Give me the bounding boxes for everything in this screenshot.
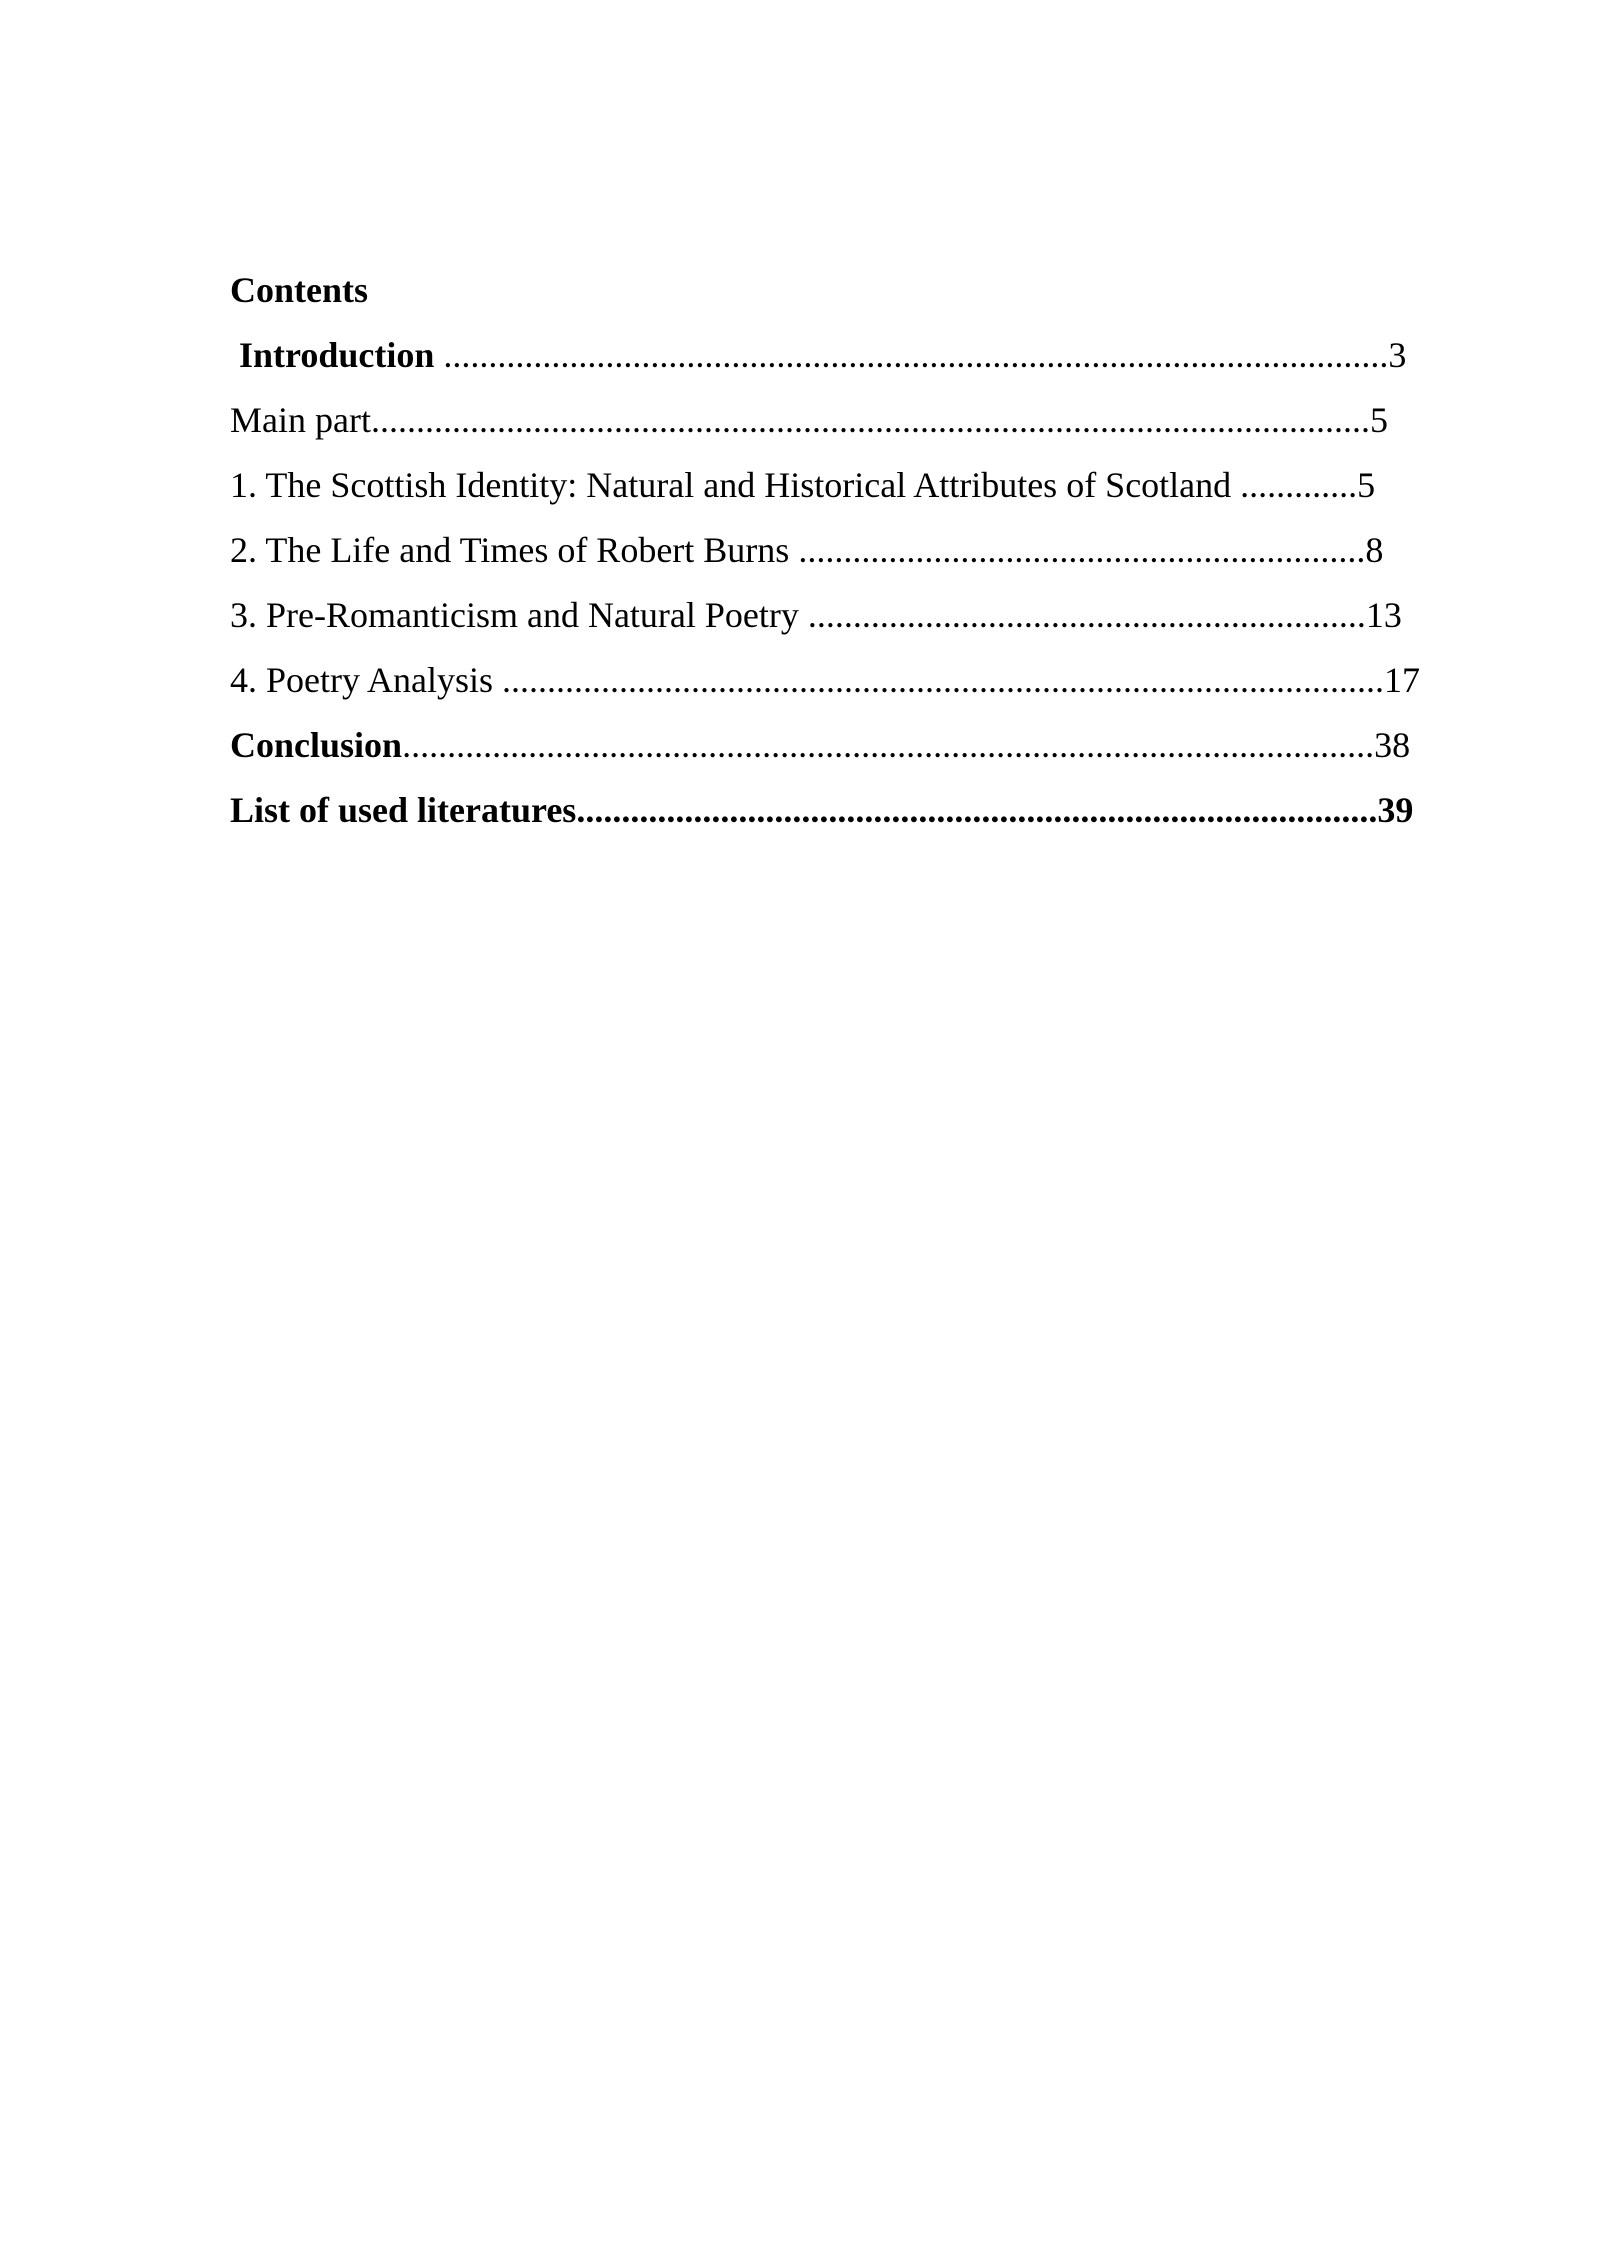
toc-leader-dots: ...............................................................	[789, 530, 1366, 570]
toc-entry-section-1[interactable]	[230, 453, 1470, 518]
toc-entry-main-part[interactable]	[230, 388, 1470, 453]
toc-leader-dots: .............	[1231, 465, 1358, 505]
toc-entry-label: 3. Pre-Romanticism and Natural Poetry	[230, 595, 799, 635]
toc-entry-section-3[interactable]	[230, 583, 1470, 648]
toc-entry-introduction[interactable]	[230, 323, 1470, 388]
toc-page-number: 3	[1388, 335, 1407, 375]
toc-entry-label: 4. Poetry Analysis	[230, 660, 494, 700]
toc-entry-label: 1. The Scottish Identity: Natural and Historical Attributes of Scotland	[230, 465, 1232, 505]
toc-leader-dots: ..................................................................................................	[493, 660, 1385, 700]
toc-leader-dots: ............................................................................................................	[402, 725, 1375, 765]
toc-entry-label: List of used literatures	[230, 790, 577, 830]
toc-page-number: 39	[1377, 790, 1414, 830]
toc-entry-section-4[interactable]	[230, 648, 1470, 713]
toc-page-number: 8	[1365, 530, 1384, 570]
toc-leader-dots: .........................................................................................	[576, 790, 1378, 830]
toc-entry-section-2[interactable]	[230, 518, 1470, 583]
toc-entry-label: Conclusion	[230, 725, 403, 765]
toc-page-number: 38	[1374, 725, 1411, 765]
toc-page-number: 17	[1384, 660, 1421, 700]
toc-page-number: 5	[1369, 400, 1388, 440]
toc-leader-dots: ..............................................................	[798, 595, 1366, 635]
toc-entry-conclusion[interactable]	[230, 713, 1470, 778]
contents-heading: Contents	[230, 270, 369, 310]
toc-entry-label: Main part	[230, 400, 371, 440]
toc-entry-label: 2. The Life and Times of Robert Burns	[230, 530, 790, 570]
table-of-contents	[230, 258, 1470, 843]
toc-page-number: 5	[1357, 465, 1376, 505]
toc-page-number: 13	[1365, 595, 1402, 635]
toc-entry-literature[interactable]	[230, 778, 1470, 843]
toc-leader-dots: .........................................................................................................	[434, 335, 1389, 375]
toc-leader-dots: ...............................................................................................................	[370, 400, 1370, 440]
toc-entry-label: Introduction	[239, 335, 435, 375]
